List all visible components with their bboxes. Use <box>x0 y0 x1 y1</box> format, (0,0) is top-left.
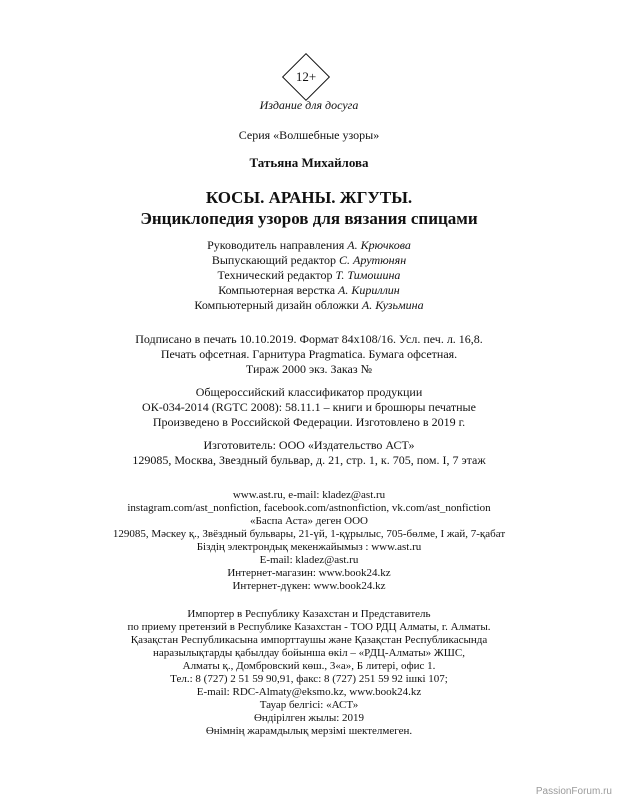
series-name: Серия «Волшебные узоры» <box>238 128 380 142</box>
classifier-line: ОК-034-2014 (RGTC 2008): 58.11.1 – книги и брошюры печатные <box>142 400 476 414</box>
book-title-line1: КОСЫ. АРАНЫ. ЖГУТЫ. <box>205 188 413 207</box>
classifier-line: Общероссийский классификатор продукции <box>195 385 423 399</box>
importer-line: E-mail: RDC-Almaty@eksmo.kz, www.book24.kz <box>196 686 422 698</box>
importer-line: Импортер в Республику Казахстан и Представитель <box>187 608 431 620</box>
classifier-line: Произведено в Российской Федерации. Изготовлено в 2019 г. <box>152 415 466 429</box>
print-info-line: Тираж 2000 экз. Заказ № <box>245 362 373 376</box>
credit-role: Компьютерная верстка <box>218 283 336 297</box>
contact-line: www.ast.ru, e-mail: kladez@ast.ru <box>232 489 386 501</box>
credit-role: Выпускающий редактор <box>211 253 337 267</box>
watermark: PassionForum.ru <box>535 786 612 797</box>
manufacturer-line: Изготовитель: ООО «Издательство АСТ» <box>203 438 415 452</box>
credit-line <box>0 268 618 283</box>
importer-line: Өнімнің жарамдылық мерзімі шектелмеген. <box>205 725 413 737</box>
importer-line: наразылықтарды қабылдау бойынша өкіл – «РДЦ-Алматы» ЖШС, <box>153 647 465 659</box>
contact-line: instagram.com/ast_nonfiction, facebook.com/astnonfiction, vk.com/ast_nonfiction <box>127 502 491 514</box>
credit-name: А. Крючкова <box>347 238 411 252</box>
credit-line <box>0 298 618 313</box>
credit-role: Технический редактор <box>217 268 333 282</box>
credit-name: А. Кириллин <box>338 283 400 297</box>
contact-line: 129085, Мәскеу қ., Звёздный бульвары, 21-үй, 1-құрылыс, 705-бөлме, I жай, 7-қабат <box>112 528 506 540</box>
importer-line: по приему претензий в Республике Казахстан - ТОО РДЦ Алматы, г. Алматы. <box>127 621 491 633</box>
print-info-line: Печать офсетная. Гарнитура Pragmatica. Бумага офсетная. <box>160 347 458 361</box>
edition-type: Издание для досуга <box>259 98 359 112</box>
manufacturer-address: 129085, Москва, Звездный бульвар, д. 21, стр. 1, к. 705, пом. I, 7 этаж <box>132 453 486 467</box>
contact-line: Біздің электрондық мекенжайымыз : www.ast.ru <box>196 541 422 553</box>
credit-name: С. Арутюнян <box>339 253 407 267</box>
importer-line: Тел.: 8 (727) 2 51 59 90,91, факс: 8 (727) 251 59 92 ішкі 107; <box>170 673 448 685</box>
contact-line: «Баспа Аста» деген ООО <box>250 515 368 527</box>
importer-line: Қазақстан Республикасына импорттаушы және Қазақстан Республикасында <box>130 634 488 646</box>
credit-line <box>0 238 618 253</box>
author-name: Татьяна Михайлова <box>249 155 369 170</box>
credit-role: Руководитель направления <box>207 238 345 252</box>
print-info-line: Подписано в печать 10.10.2019. Формат 84x108/16. Усл. печ. л. 16,8. <box>135 332 483 346</box>
contact-line: Интернет-дүкен: www.book24.kz <box>232 580 386 592</box>
importer-line: Алматы қ., Домбровский көш., 3«а», Б литері, офис 1. <box>182 660 436 672</box>
credit-role: Компьютерный дизайн обложки <box>194 298 359 312</box>
credit-line <box>0 253 618 268</box>
credit-name: Т. Тимошина <box>335 268 401 282</box>
credit-line <box>0 283 618 298</box>
credit-name: А. Кузьмина <box>361 298 424 312</box>
importer-line: Тауар белгісі: «АСТ» <box>259 699 359 711</box>
contact-line: Интернет-магазин: www.book24.kz <box>227 567 391 579</box>
importer-line: Өндірілген жылы: 2019 <box>253 712 365 724</box>
age-rating-text: 12+ <box>295 69 317 84</box>
book-title-line2: Энциклопедия узоров для вязания спицами <box>140 209 478 228</box>
contact-line: E-mail: kladez@ast.ru <box>259 554 359 566</box>
